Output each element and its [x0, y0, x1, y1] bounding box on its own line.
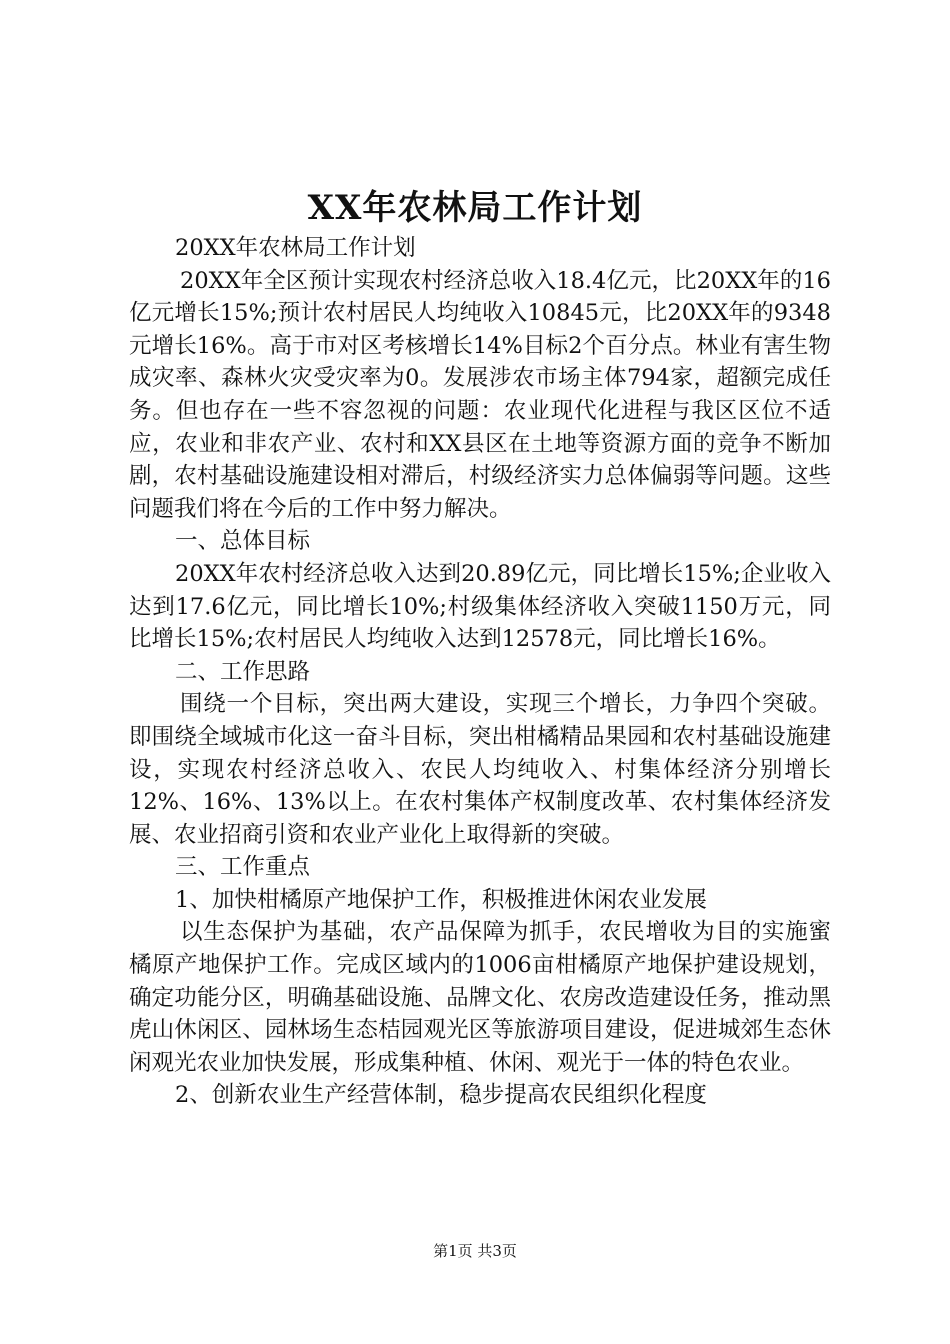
page-footer: 第1页 共3页: [433, 1242, 517, 1260]
paragraph-summary: 20XX年全区预计实现农村经济总收入18.4亿元，比20XX年的16亿元增长15%;预计农村居民人均纯收入10845元，比20XX年的9348元增长16%。高于市对区考核增长14%目标2个百分点。林业有害生物成灾率、森林火灾受灾率为0。发展涉农市场主体794家，超额完成任务。但也存在一些不容忽视的问题：农业现代化进程与我区区位不适应，农业和非农产业、农村和XX县区在土地等资源方面的竞争不断加剧，农村基础设施建设相对滞后，村级经济实力总体偏弱等问题。这些问题我们将在今后的工作中努力解决。: [129, 267, 831, 522]
subheading-item-1: 1、加快柑橘原产地保护工作，积极推进休闲农业发展: [175, 886, 707, 913]
section-heading-work-approach: 二、工作思路: [175, 658, 311, 685]
section-heading-overall-goals: 一、总体目标: [175, 528, 311, 555]
paragraph-overall-goals: 20XX年农村经济总收入达到20.89亿元，同比增长15%;企业收入达到17.6亿元，同比增长10%;村级集体经济收入突破1150万元，同比增长15%;农村居民人均纯收入达到12578元，同比增长16%。: [129, 560, 831, 653]
document-title: XX年农林局工作计划: [307, 188, 643, 228]
document-subtitle: 20XX年农林局工作计划: [175, 235, 416, 261]
document-body: [129, 232, 831, 1112]
section-heading-work-priorities: 三、工作重点: [175, 854, 311, 881]
paragraph-work-approach: 围绕一个目标，突出两大建设，实现三个增长，力争四个突破。即围绕全域城市化这一奋斗目标，突出柑橘精品果园和农村基础设施建设，实现农村经济总收入、农民人均纯收入、村集体经济分别增长12%、16%、13%以上。在农村集体产权制度改革、农村集体经济发展、农业招商引资和农业产业化上取得新的突破。: [129, 691, 831, 848]
paragraph-item-1: 以生态保护为基础，农产品保障为抓手，农民增收为目的实施蜜橘原产地保护工作。完成区域内的1006亩柑橘原产地保护建设规划，确定功能分区，明确基础设施、品牌文化、农房改造建设任务，推动黑虎山休闲区、园林场生态桔园观光区等旅游项目建设，促进城郊生态休闲观光农业加快发展，形成集种植、休闲、观光于一体的特色农业。: [129, 919, 831, 1076]
subheading-item-2: 2、创新农业生产经营体制，稳步提高农民组织化程度: [175, 1082, 707, 1109]
